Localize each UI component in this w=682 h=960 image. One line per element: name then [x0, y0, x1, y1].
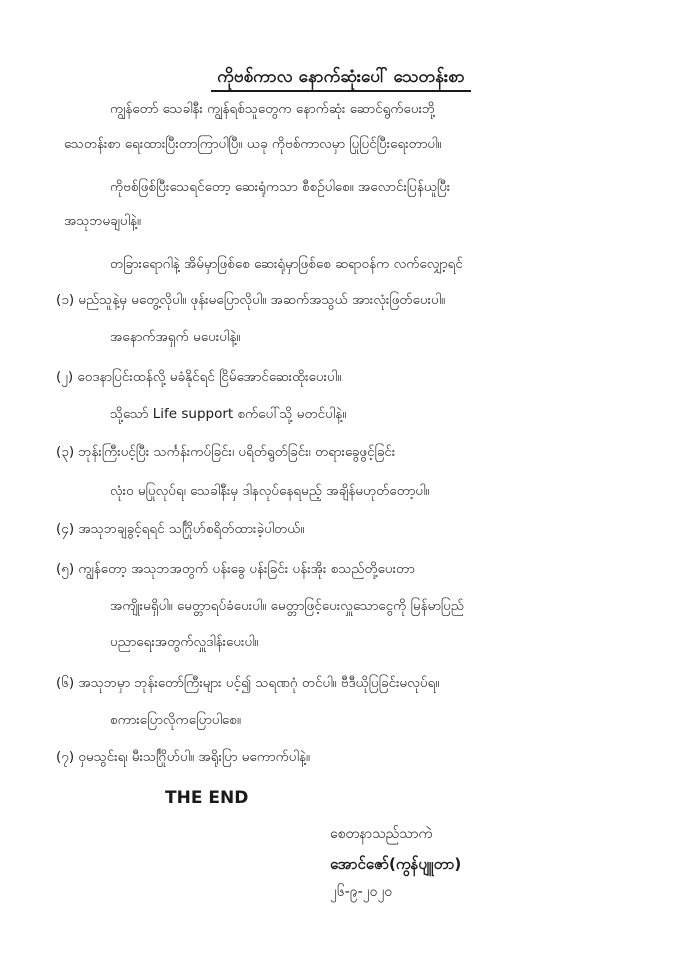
list-item-3-cont: လုံးဝ မပြုလုပ်ရ၊ သေခါနီးမှ ဒါနလုပ်နေရမည့် အချိန်မဟုတ်တော့ပါ။ [110, 483, 430, 499]
signature-date: ၂၆-၉-၂၀၂၀ [330, 884, 393, 900]
list-item-2-cont: သို့သော် Life support စက်ပေါ်သို့ မတင်ပါနဲ့။ [110, 406, 347, 422]
list-item-1-cont: အနောက်အရှက် မပေးပါနဲ့။ [110, 329, 241, 345]
list-item-4: (၄) အသုဘချခွင့်ရရင် သင်္ဂြိုဟ်စရိတ်ထားခဲ့ပါတယ်။ [56, 521, 305, 537]
list-item-6-cont: စကားပြောလိုကပြောပါစေ။ [110, 712, 241, 728]
list-item-5: (၅) ကျွန်တော့ အသုဘအတွက် ပန်းခွေ ပန်းခြင်း ပန်းအိုး စသည်တို့ပေးတာ [56, 561, 415, 577]
signature-name: အောင်ဇော်(ကွန်ပျူတာ) [330, 855, 462, 873]
list-item-6: (၆) အသုဘမှာ ဘုန်းတော်ကြီးများ ပင့်၍ သရဏဂုံ တင်ပါ။ ဗီဒီယိုပြခြင်းမလုပ်ရ။ [56, 675, 440, 691]
document-title-text: ကိုဗစ်ကာလ နောက်ဆုံးပေါ် သေတန်းစာ [211, 67, 471, 92]
document-title [0, 66, 682, 91]
the-end-label: THE END [165, 788, 249, 808]
body-line: အသုဘမချပါနဲ့။ [64, 213, 141, 229]
list-item-3: (၃) ဘုန်းကြီးပင့်ပြီး သင်္ကန်းကပ်ခြင်း၊ ပရိတ်ရွတ်ခြင်း၊ တရားခွေဖွင့်ခြင်း [56, 444, 396, 460]
body-line: သေတန်းစာ ရေးထားပြီးတာကြာပါပြီ။ ယခု ကိုဗစ်ကာလမှာ ပြုပြင်ပြီးရေးတာပါ။ [64, 136, 442, 152]
list-item-5-cont: ပညာရေးအတွက်လှူဒါန်းပေးပါ။ [110, 634, 259, 650]
body-line: ကျွန်တော် သေခါနီး ကျွန်ရစ်သူတွေက နောက်ဆုံး ဆောင်ရွက်ပေးဘို့ [110, 101, 436, 117]
list-item-1: (၁) မည်သူနဲ့မှ မတွေ့လိုပါ။ ဖုန်းမပြောလိုပါ။ အဆက်အသွယ် အားလုံးဖြတ်ပေးပါ။ [56, 292, 446, 308]
list-item-7: (၇) ဝှမသွင်းရ၊ မီးသင်္ဂြိုဟ်ပါ။ အရိုးပြာ မကောက်ပါနဲ့။ [56, 749, 310, 765]
body-line: ကိုဗစ်ဖြစ်ပြီးသေရင်တော့ ဆေးရုံကသာ စီစဉ်ပါစေ။ အလောင်းပြန်ယူပြီး [110, 179, 451, 195]
list-item-5-cont: အကျိုးမရှိပါ။ မေတ္တာရပ်ခံပေးပါ။ မေတ္တာဖြင့်ပေးလှူသောငွေကို မြန်မာပြည် [110, 598, 464, 614]
body-line: တခြားရောဂါနဲ့ အိမ်မှာဖြစ်စေ ဆေးရုံမှာဖြစ်စေ ဆရာဝန်က လက်လျှော့ရင် [110, 256, 463, 272]
list-item-2: (၂) ဝေဒနာပြင်းထန်လို့ မခံနိုင်ရင် ငြိမ်အောင်ဆေးထိုးပေးပါ။ [56, 369, 342, 385]
signature-line: စေတနာသည်သာကဲ [330, 826, 433, 842]
